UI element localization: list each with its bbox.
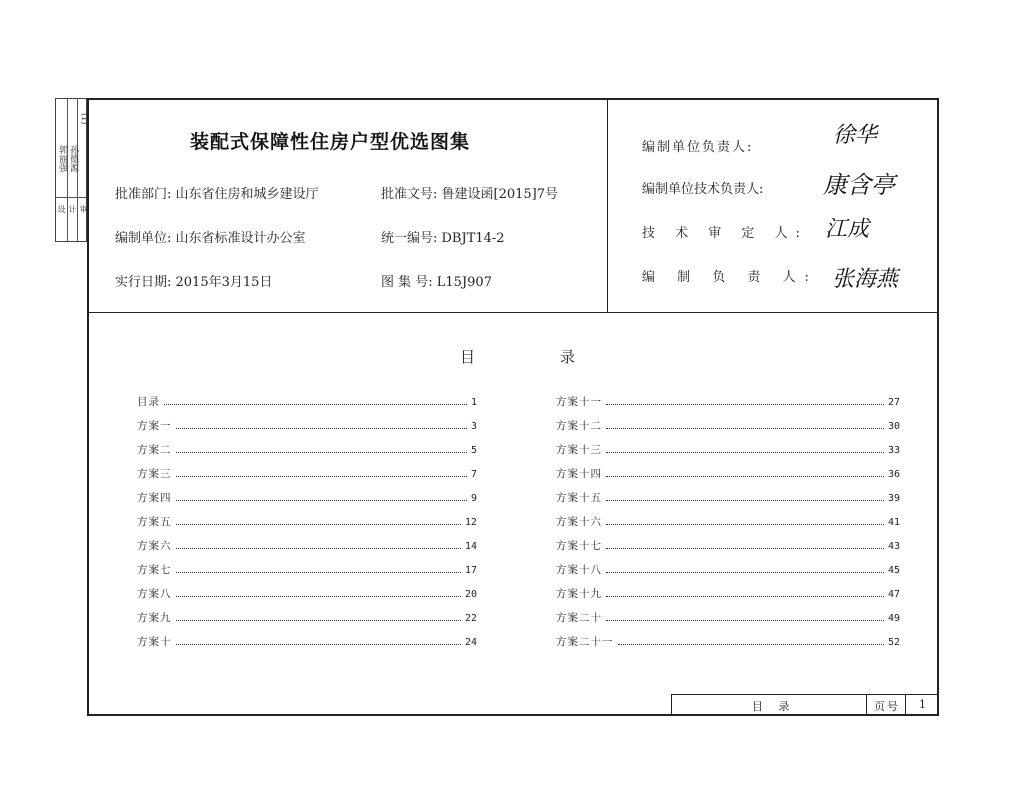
toc-leader-dots	[606, 476, 884, 477]
toc-entry	[556, 490, 900, 504]
compile-unit: 编制单位: 山东省标准设计办公室	[115, 231, 306, 246]
toc-leader-dots	[606, 524, 884, 525]
toc-leader-dots	[176, 644, 461, 645]
toc-entry	[556, 514, 900, 528]
toc-entry	[556, 634, 900, 648]
toc-entry	[556, 394, 900, 408]
toc-leader-dots	[176, 596, 461, 597]
header-divider-horizontal	[88, 312, 938, 313]
toc-entry-page: 24	[464, 637, 477, 648]
toc-entry-page: 27	[887, 397, 900, 408]
unified-no: 统一编号: DBJT14-2	[381, 231, 505, 246]
toc-heading-right: 录	[560, 348, 576, 366]
toc-entry	[556, 610, 900, 624]
approval-dept: 批准部门: 山东省住房和城乡建设厅	[115, 187, 319, 202]
margin-divider	[56, 197, 86, 198]
margin-role-3: 审	[79, 205, 88, 213]
toc-entry-label: 方案三	[137, 468, 172, 480]
margin-stamp: (1)	[80, 113, 89, 125]
toc-entry-label: 方案十二	[556, 420, 602, 432]
toc-leader-dots	[606, 500, 884, 501]
title-block-page-label: 页号	[874, 700, 900, 713]
toc-entry-page: 3	[470, 421, 477, 432]
toc-leader-dots	[606, 404, 884, 405]
title-block-divider-1	[866, 694, 867, 715]
margin-name-1: 郭丽强	[57, 145, 67, 172]
toc-entry-page: 1	[470, 397, 477, 408]
margin-name-2: 孙德源	[68, 145, 78, 172]
toc-entry	[137, 562, 477, 576]
signature-unit-head: 徐华	[833, 123, 878, 148]
toc-entry-page: 47	[887, 589, 900, 600]
toc-entry-page: 30	[887, 421, 900, 432]
title-block-section: 目 录	[752, 700, 796, 713]
toc-entry	[137, 490, 477, 504]
toc-entry-label: 方案十七	[556, 540, 602, 552]
toc-entry	[556, 538, 900, 552]
toc-entry-label: 方案一	[137, 420, 172, 432]
toc-leader-dots	[606, 548, 884, 549]
toc-entry	[137, 418, 477, 432]
signature-tech-head: 康含亭	[823, 171, 895, 199]
toc-entry-page: 5	[470, 445, 477, 456]
toc-entry-label: 方案八	[137, 588, 172, 600]
toc-entry-label: 方案二	[137, 444, 172, 456]
toc-entry-page: 45	[887, 565, 900, 576]
toc-entry-label: 方案十三	[556, 444, 602, 456]
toc-entry-label: 方案十八	[556, 564, 602, 576]
toc-leader-dots	[606, 428, 884, 429]
margin-role-2: 计	[68, 205, 77, 213]
toc-entry-label: 方案十六	[556, 516, 602, 528]
toc-entry-page: 22	[464, 613, 477, 624]
toc-leader-dots	[164, 404, 467, 405]
toc-entry-page: 14	[464, 541, 477, 552]
toc-entry	[556, 562, 900, 576]
toc-entry	[137, 466, 477, 480]
toc-entry-label: 方案五	[137, 516, 172, 528]
toc-entry-page: 41	[887, 517, 900, 528]
binding-margin-block	[55, 98, 87, 242]
toc-entry-page: 39	[887, 493, 900, 504]
signature-label-unit-head: 编制单位负责人:	[642, 140, 754, 155]
toc-leader-dots	[176, 476, 467, 477]
toc-entry-page: 17	[464, 565, 477, 576]
approval-doc-no: 批准文号: 鲁建设函[2015]7号	[381, 187, 559, 202]
toc-entry-page: 43	[887, 541, 900, 552]
header-divider-vertical	[607, 99, 608, 313]
signature-reviewer: 江成	[825, 217, 870, 242]
toc-leader-dots	[606, 596, 884, 597]
toc-entry-page: 52	[887, 637, 900, 648]
toc-entry	[556, 418, 900, 432]
toc-entry-page: 33	[887, 445, 900, 456]
toc-entry-label: 方案二十	[556, 612, 602, 624]
toc-entry	[137, 394, 477, 408]
signature-label-compiler: 编 制 负 责 人:	[642, 270, 818, 285]
toc-leader-dots	[618, 644, 884, 645]
toc-entry	[137, 442, 477, 456]
toc-leader-dots	[176, 548, 461, 549]
toc-entry-page: 7	[470, 469, 477, 480]
toc-leader-dots	[176, 452, 467, 453]
toc-leader-dots	[176, 572, 461, 573]
toc-entry-page: 20	[464, 589, 477, 600]
toc-entry-label: 方案十九	[556, 588, 602, 600]
toc-leader-dots	[606, 452, 884, 453]
toc-entry-label: 方案十五	[556, 492, 602, 504]
margin-role-1: 设	[57, 205, 66, 213]
toc-entry	[137, 610, 477, 624]
toc-entry-page: 9	[470, 493, 477, 504]
toc-entry-label: 方案九	[137, 612, 172, 624]
toc-entry-label: 方案四	[137, 492, 172, 504]
toc-entry-page: 49	[887, 613, 900, 624]
toc-entry	[137, 538, 477, 552]
toc-entry	[556, 442, 900, 456]
toc-entry-label: 方案十	[137, 636, 172, 648]
toc-entry	[556, 586, 900, 600]
toc-leader-dots	[176, 500, 467, 501]
signature-label-reviewer: 技 术 审 定 人:	[642, 226, 808, 241]
toc-entry	[137, 634, 477, 648]
page-title: 装配式保障性住房户型优选图集	[190, 131, 471, 153]
atlas-no: 图 集 号: L15J907	[381, 275, 492, 290]
toc-entry-label: 目录	[137, 396, 160, 408]
toc-leader-dots	[606, 572, 884, 573]
title-block-page-no: 1	[919, 698, 926, 711]
toc-entry-page: 12	[464, 517, 477, 528]
effective-date: 实行日期: 2015年3月15日	[115, 275, 273, 290]
toc-entry-label: 方案十四	[556, 468, 602, 480]
toc-entry	[556, 466, 900, 480]
toc-entry	[137, 586, 477, 600]
signature-label-tech-head: 编制单位技术负责人:	[642, 182, 764, 197]
toc-entry-page: 36	[887, 469, 900, 480]
toc-leader-dots	[606, 620, 884, 621]
toc-entry-label: 方案十一	[556, 396, 602, 408]
toc-leader-dots	[176, 620, 461, 621]
toc-leader-dots	[176, 524, 461, 525]
title-block-divider-2	[905, 694, 906, 715]
toc-entry-label: 方案二十一	[556, 636, 614, 648]
toc-entry	[137, 514, 477, 528]
signature-compiler: 张海燕	[832, 267, 899, 292]
toc-entry-label: 方案六	[137, 540, 172, 552]
toc-entry-label: 方案七	[137, 564, 172, 576]
toc-leader-dots	[176, 428, 467, 429]
toc-heading-left: 目	[460, 348, 476, 366]
